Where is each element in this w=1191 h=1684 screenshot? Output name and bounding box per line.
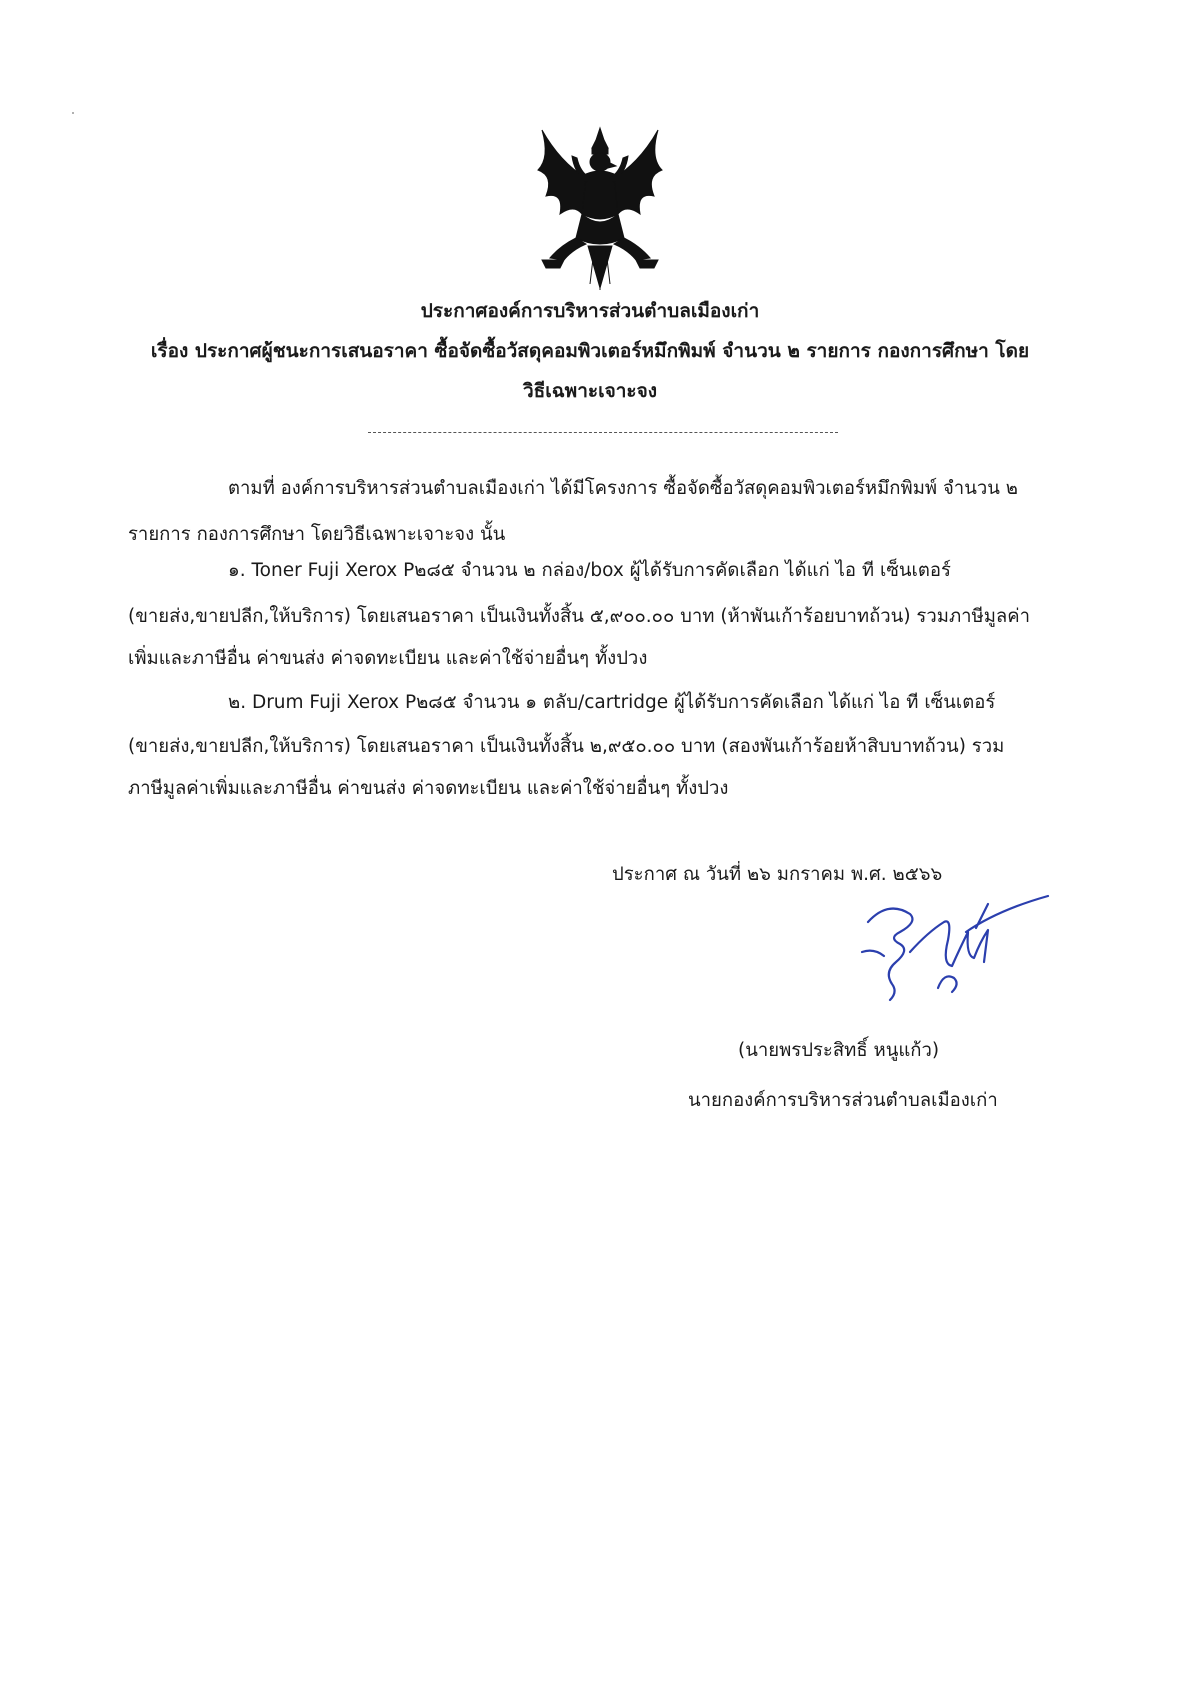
item-1-line: เพิ่มและภาษีอื่น ค่าขนส่ง ค่าจดทะเบียน และค่าใช้จ่ายอื่นๆ ทั้งปวง: [128, 648, 648, 669]
announcement-heading: ประกาศองค์การบริหารส่วนตำบลเมืองเก่า: [420, 300, 760, 322]
signer-name: (นายพรประสิทธิ์ หนูแก้ว): [738, 1040, 940, 1061]
dashed-divider: [368, 432, 838, 433]
subject-line: เรื่อง ประกาศผู้ชนะการเสนอราคา ซื้อจัดซื้อวัสดุคอมพิวเตอร์หมึกพิมพ์ จำนวน ๒ รายการ กองการศึกษา โดย: [150, 340, 1030, 362]
intro-paragraph-line: รายการ กองการศึกษา โดยวิธีเฉพาะเจาะจง นั้น: [128, 524, 506, 545]
item-2-line: ๒. Drum Fuji Xerox P๒๘๕ จำนวน ๑ ตลับ/cartridge ผู้ได้รับการคัดเลือก ได้แก่ ไอ ที เซ็นเตอร์: [228, 692, 996, 713]
subject-line-continued: วิธีเฉพาะเจาะจง: [522, 380, 657, 402]
item-2-line: ภาษีมูลค่าเพิ่มและภาษีอื่น ค่าขนส่ง ค่าจดทะเบียน และค่าใช้จ่ายอื่นๆ ทั้งปวง: [128, 778, 729, 799]
item-2-line: (ขายส่ง,ขายปลีก,ให้บริการ) โดยเสนอราคา เป็นเงินทั้งสิ้น ๒,๙๕๐.๐๐ บาท (สองพันเก้าร้อยห้าสิบบาทถ้วน) รวม: [128, 736, 1005, 757]
announcement-date: ประกาศ ณ วันที่ ๒๖ มกราคม พ.ศ. ๒๕๖๖: [612, 864, 943, 885]
item-1-line: ๑. Toner Fuji Xerox P๒๘๕ จำนวน ๒ กล่อง/box ผู้ได้รับการคัดเลือก ได้แก่ ไอ ที เซ็นเตอร์: [228, 560, 951, 581]
handwritten-signature: [848, 892, 1058, 1012]
signer-title: นายกองค์การบริหารส่วนตำบลเมืองเก่า: [688, 1090, 998, 1111]
scan-speck: [72, 112, 74, 114]
garuda-emblem-icon: [520, 118, 680, 293]
item-1-line: (ขายส่ง,ขายปลีก,ให้บริการ) โดยเสนอราคา เป็นเงินทั้งสิ้น ๕,๙๐๐.๐๐ บาท (ห้าพันเก้าร้อยบาทถ้วน) รวมภาษีมูลค่า: [128, 606, 1031, 627]
intro-paragraph-line: ตามที่ องค์การบริหารส่วนตำบลเมืองเก่า ได้มีโครงการ ซื้อจัดซื้อวัสดุคอมพิวเตอร์หมึกพิมพ์ จำนวน ๒: [228, 478, 1018, 499]
